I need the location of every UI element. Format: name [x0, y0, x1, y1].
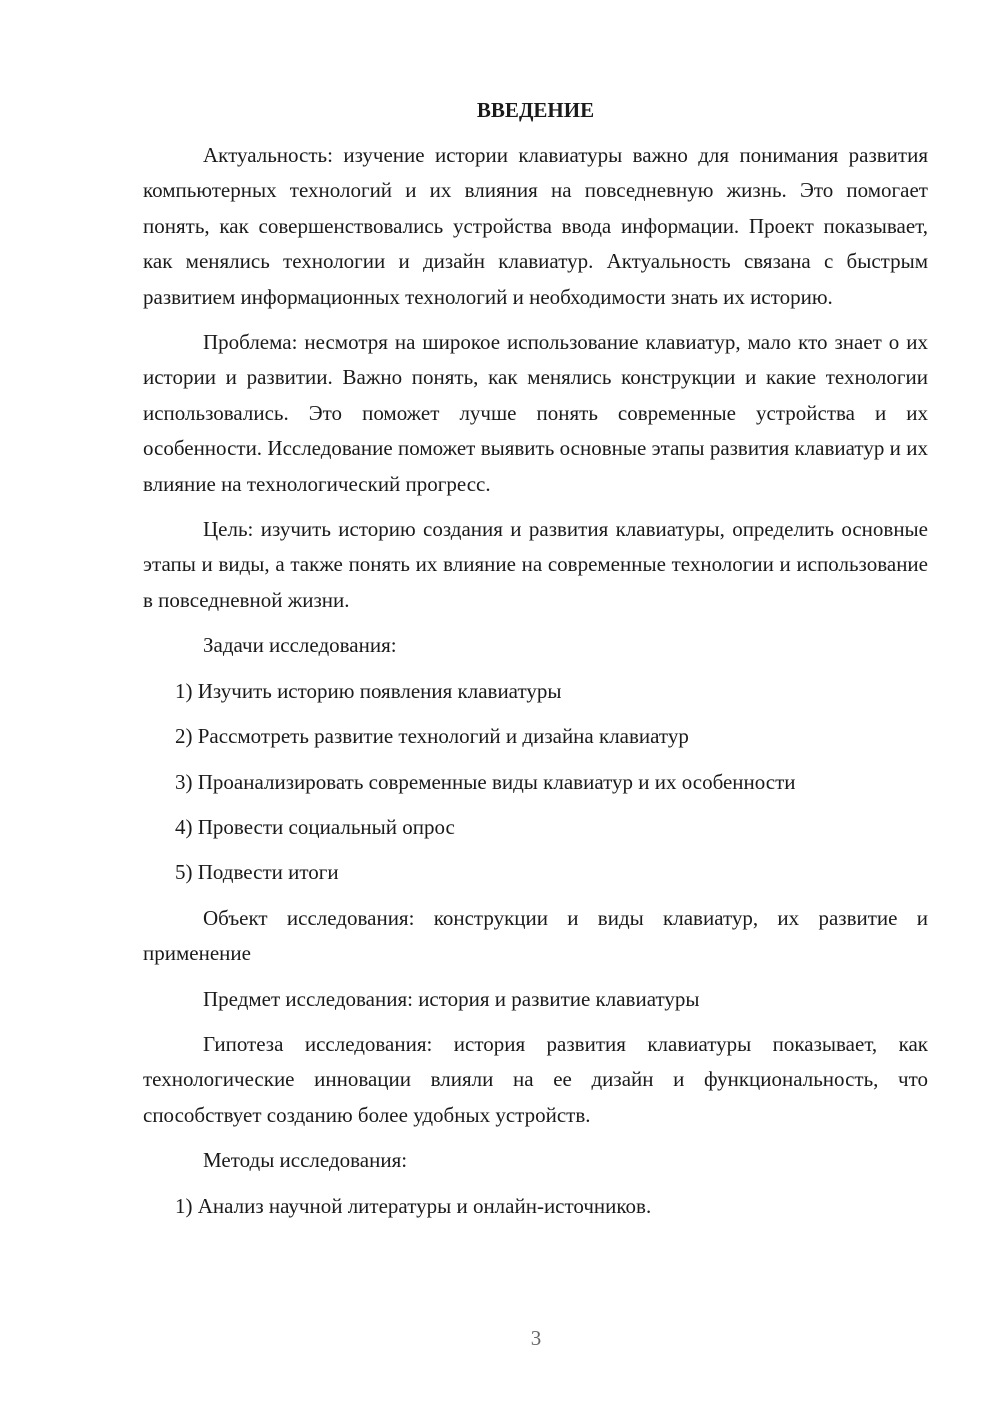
goal-paragraph: Цель: изучить историю создания и развития клавиатуры, определить основные этапы и виды, а также понять их влияние на современные технологии и использование в повседневной жизни.	[143, 517, 928, 612]
relevance-paragraph: Актуальность: изучение истории клавиатуры важно для понимания развития компьютерных технологий и их влияния на повседневную жизнь. Это помогает понять, как совершенствовались устройства ввода информации. Проект показывает, как менялись технологии и дизайн клавиатур. Актуальность связана с быстрым развитием информационных технологий и необходимости знать их историю.	[143, 143, 928, 309]
problem-paragraph: Проблема: несмотря на широкое использование клавиатур, мало кто знает о их истории и развитии. Важно понять, как менялись конструкции и какие технологии использовались. Это поможет лучше понять современные устройства и их особенности. Исследование поможет выявить основные этапы развития клавиатур и их влияние на технологический прогресс.	[143, 330, 928, 496]
task-item: 5) Подвести итоги	[175, 860, 339, 885]
task-item: 2) Рассмотреть развитие технологий и дизайна клавиатур	[175, 724, 689, 749]
methods-title: Методы исследования:	[203, 1148, 408, 1173]
tasks-title: Задачи исследования:	[203, 633, 397, 658]
task-item: 4) Провести социальный опрос	[175, 814, 455, 839]
object-paragraph: Объект исследования: конструкции и виды клавиатур, их развитие и применение	[143, 905, 928, 966]
page-number: 3	[530, 1326, 542, 1350]
method-item: 1) Анализ научной литературы и онлайн-источников.	[175, 1193, 652, 1218]
page-content	[143, 94, 928, 1224]
hypothesis-paragraph: Гипотеза исследования: история развития клавиатуры показывает, как технологические инновации влияли на ее дизайн и функциональность, что способствует созданию более удобных устройств.	[143, 1031, 928, 1127]
subject-paragraph: Предмет исследования: история и развитие клавиатуры	[203, 986, 700, 1011]
task-item: 1) Изучить историю появления клавиатуры	[175, 678, 562, 703]
section-heading: ВВЕДЕНИЕ	[476, 98, 595, 122]
task-item: 3) Проанализировать современные виды клавиатур и их особенности	[175, 769, 796, 794]
